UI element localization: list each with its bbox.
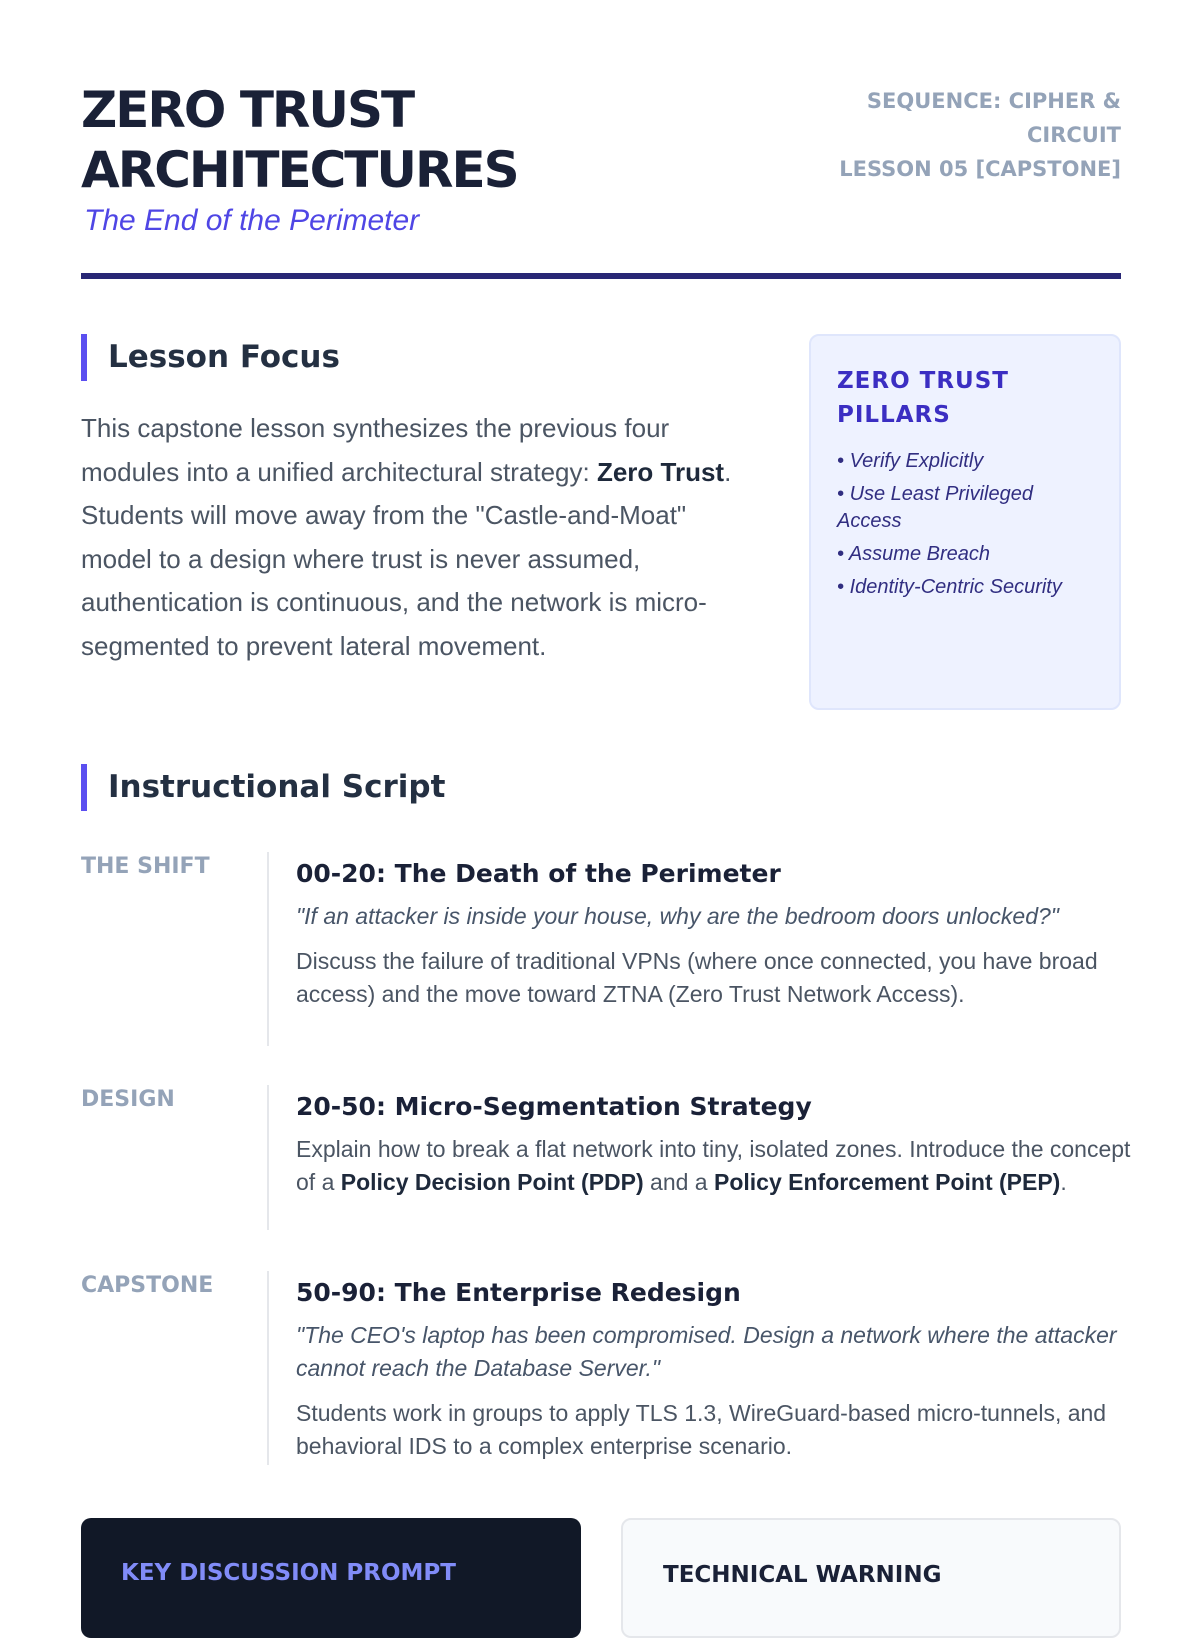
sequence-label: SEQUENCE: CIPHER & CIRCUIT: [866, 89, 1121, 147]
row-title: 20-50: Micro-Segmentation Strategy: [296, 1092, 812, 1121]
row-body: [267, 1271, 1136, 1465]
page-subtitle: The End of the Perimeter: [84, 204, 420, 237]
technical-warning-card: [621, 1518, 1121, 1638]
pdp-term: Policy Decision Point (PDP): [340, 1169, 644, 1195]
pillar-item: • Assume Breach: [837, 541, 1093, 568]
lesson-focus-heading: [81, 334, 340, 381]
row-title: 50-90: The Enterprise Redesign: [296, 1278, 741, 1307]
instructional-script-heading: [81, 764, 445, 811]
row-quote: "The CEO's laptop has been compromised. Design a network where the attacker cannot reach the Database Server.": [296, 1322, 1117, 1381]
row-desc-part: and a: [643, 1169, 714, 1195]
row-label: DESIGN: [81, 1087, 175, 1112]
row-desc-part: Explain how to break a flat network into tiny, isolated zones. Introduce the concept of a: [296, 1136, 1131, 1195]
row-description: Discuss the failure of traditional VPNs (where once connected, you have broad access) and the move toward ZTNA (Zero Trust Network Access).: [296, 948, 1098, 1007]
pillar-item: • Identity-Centric Security: [837, 574, 1093, 601]
row-description: [296, 1133, 1136, 1199]
focus-text-part-2: . Students will move away from the "Castle-and-Moat" model to a design where trust is never assumed, authentication is continuous, and the network is micro-segmented to prevent lateral movement.: [81, 456, 732, 661]
lesson-focus-heading-text: Lesson Focus: [108, 339, 340, 375]
focus-text-bold: Zero Trust: [596, 456, 725, 487]
lesson-focus-text: [81, 407, 746, 668]
page-header: [81, 80, 1121, 280]
pillars-title: ZERO TRUST PILLARS: [837, 368, 1009, 428]
lesson-meta: [801, 84, 1121, 186]
row-body: [267, 852, 1136, 1046]
page-title: ZERO TRUST ARCHITECTURES: [81, 81, 518, 199]
instructional-script-heading-text: Instructional Script: [108, 769, 446, 805]
row-title: 00-20: The Death of the Perimeter: [296, 859, 781, 888]
lesson-number: LESSON 05 [CAPSTONE]: [839, 157, 1121, 181]
pillar-item: • Verify Explicitly: [837, 448, 1093, 475]
pillar-item: • Use Least Privileged Access: [837, 481, 1093, 535]
row-description: Students work in groups to apply TLS 1.3, WireGuard-based micro-tunnels, and behavioral IDS to a complex enterprise scenario.: [296, 1400, 1107, 1459]
header-divider: [81, 273, 1121, 279]
row-body: [267, 1085, 1136, 1230]
focus-text-part-1: This capstone lesson synthesizes the previous four modules into a unified architectural strategy:: [81, 413, 670, 487]
card-title: TECHNICAL WARNING: [663, 1562, 942, 1588]
pillars-list: [837, 448, 1093, 601]
zero-trust-pillars-panel: [809, 334, 1121, 710]
row-quote: "If an attacker is inside your house, why are the bedroom doors unlocked?": [296, 903, 1059, 929]
row-desc-part: .: [1060, 1169, 1067, 1195]
pep-term: Policy Enforcement Point (PEP): [714, 1169, 1061, 1195]
key-discussion-prompt-card: [81, 1518, 581, 1638]
row-label: THE SHIFT: [81, 854, 210, 879]
card-title: KEY DISCUSSION PROMPT: [121, 1560, 456, 1586]
row-label: CAPSTONE: [81, 1273, 214, 1298]
